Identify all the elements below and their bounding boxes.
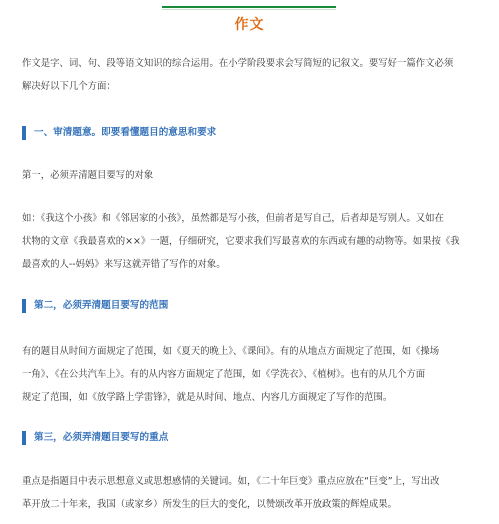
heading-bar [22, 299, 26, 313]
paragraph-line: 有的题目从时间方面规定了范围，如《夏天的晚上》、《课间》。有的从地点方面规定了范围，如《操场 [22, 346, 440, 357]
section-heading-2 [22, 298, 477, 314]
intro-line: 解决好以下几个方面： [22, 81, 116, 92]
title-rule-top [162, 6, 336, 8]
section2-paragraph [22, 340, 477, 409]
paragraph-line: 革开放二十年来，我国（或家乡）所发生的巨大的变化，以赞颂改革开放政策的辉煌成果。 [22, 499, 398, 510]
paragraph-line: 重点是指题目中表示思想意义或思想感情的关键词。如，《二十年巨变》重点应放在“巨变”上，写出改 [22, 476, 440, 487]
paragraph-line: 状物的文章《我最喜欢的××》一题，仔细研究，它要求我们写最喜欢的东西或有趣的动物等。如果按《我 [22, 236, 460, 247]
section1-paragraph-2 [22, 207, 477, 276]
intro-line: 作文是字、词、句、段等语文知识的综合运用。在小学阶段要求会写简短的记叙文。要写好一篇作文必须 [22, 58, 454, 69]
section-heading-text: 第二，必须弄清题目要写的范围 [34, 300, 169, 311]
section-heading-text: 第三，必须弄清题目要写的重点 [34, 432, 169, 443]
heading-bar [22, 431, 26, 445]
heading-bar [22, 126, 26, 140]
section1-paragraph-1 [22, 164, 477, 187]
paragraph-line: 如：《我这个小孩》和《邻居家的小孩》，虽然都是写小孩，但前者是写自己，后者却是写别人。又如在 [22, 213, 444, 224]
section-heading-3 [22, 430, 477, 446]
title-rule-bottom [162, 9, 336, 10]
paragraph-line: 最喜欢的人--妈妈》来写这就弄错了写作的对象。 [22, 259, 226, 270]
paragraph-line: 第一，必须弄清题目要写的对象 [22, 170, 154, 181]
section-heading-1 [22, 125, 477, 141]
paragraph-line: 一角》、《在公共汽车上》。有的从内容方面规定了范围，如《学洗衣》、《植树》。也有的从几个方面 [22, 369, 426, 380]
paragraph-line: 规定了范围，如《放学路上学雷锋》，就是从时间、地点、内容几方面规定了写作的范围。 [22, 392, 393, 403]
intro-paragraph [22, 52, 477, 98]
article-title: 作文 [234, 17, 265, 33]
section3-paragraph [22, 470, 477, 516]
section-heading-text: 一、审清题意。即要看懂题目的意思和要求 [34, 127, 217, 138]
